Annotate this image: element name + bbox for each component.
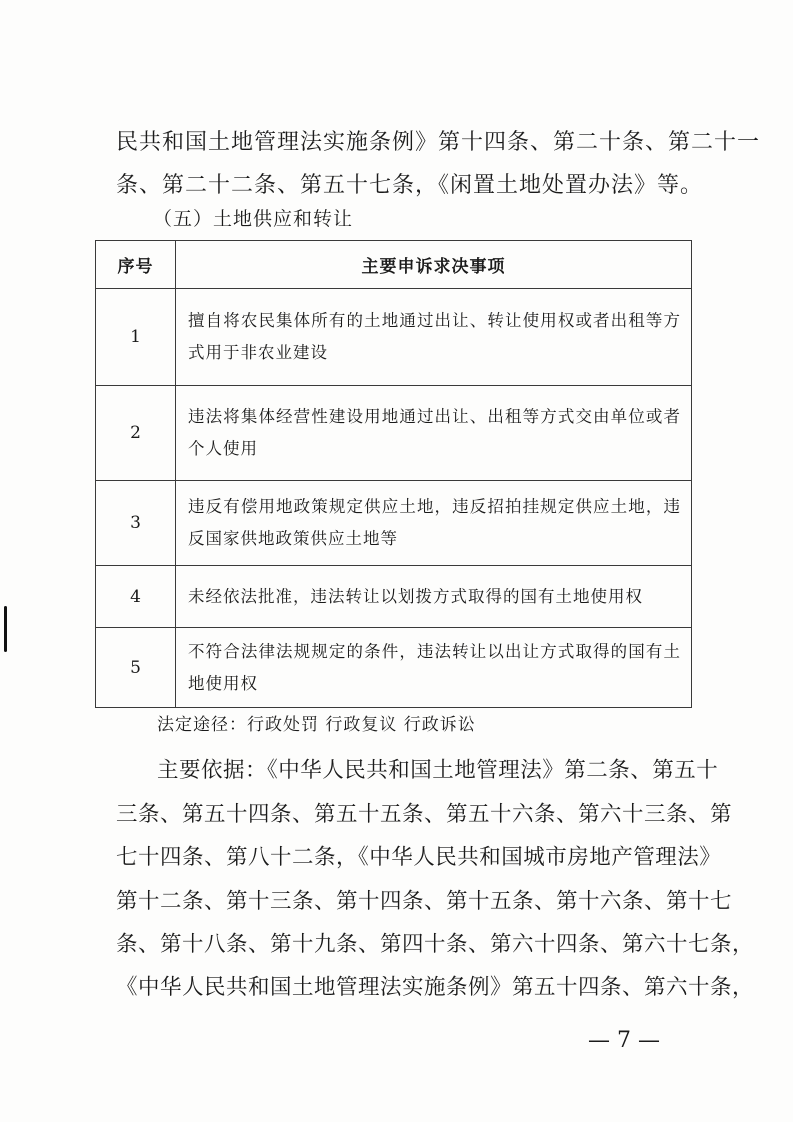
basis-line-5: 条、第十八条、第十九条、第四十条、第六十四条、第六十七条， [116, 932, 755, 957]
statutory-route: 法定途径：行政处罚 行政复议 行政诉讼 [157, 715, 476, 735]
table-header-row [96, 241, 692, 289]
row-number: 4 [96, 566, 176, 628]
scan-edge-mark [4, 606, 7, 652]
row-number: 1 [96, 289, 176, 386]
complaints-table [95, 240, 692, 708]
section-heading: （五）土地供应和转让 [153, 208, 354, 230]
page-number: — 7 — [588, 1028, 660, 1053]
header-seq: 序号 [96, 241, 176, 289]
row-number: 5 [96, 628, 176, 708]
basis-line-3: 七十四条、第八十二条，《中华人民共和国城市房地产管理法》 [116, 845, 722, 870]
row-matter: 不符合法律法规规定的条件，违法转让以出让方式取得的国有土地使用权 [176, 628, 692, 708]
table-row [96, 289, 692, 386]
table-row [96, 481, 692, 566]
intro-line-1: 民共和国土地管理法实施条例》第十四条、第二十条、第二十一 [116, 130, 761, 155]
basis-line-4: 第十二条、第十三条、第十四条、第十五条、第十六条、第十七 [116, 889, 733, 914]
row-matter: 违法将集体经营性建设用地通过出让、出租等方式交由单位或者个人使用 [176, 386, 692, 481]
row-matter: 违反有偿用地政策规定供应土地，违反招拍挂规定供应土地，违反国家供地政策供应土地等 [176, 481, 692, 566]
basis-line-6: 《中华人民共和国土地管理法实施条例》第五十四条、第六十条， [116, 975, 755, 1000]
header-matters: 主要申诉求决事项 [176, 241, 692, 289]
intro-line-2: 条、第二十二条、第五十七条，《闲置土地处置办法》等。 [116, 173, 704, 198]
table-row [96, 386, 692, 481]
table-row [96, 566, 692, 628]
table-row [96, 628, 692, 708]
row-number: 3 [96, 481, 176, 566]
row-matter: 未经依法批准，违法转让以划拨方式取得的国有土地使用权 [176, 566, 692, 628]
row-matter: 擅自将农民集体所有的土地通过出让、转让使用权或者出租等方式用于非农业建设 [176, 289, 692, 386]
basis-line-1: 主要依据：《中华人民共和国土地管理法》第二条、第五十 [157, 758, 719, 783]
basis-line-2: 三条、第五十四条、第五十五条、第五十六条、第六十三条、第 [116, 802, 733, 827]
row-number: 2 [96, 386, 176, 481]
